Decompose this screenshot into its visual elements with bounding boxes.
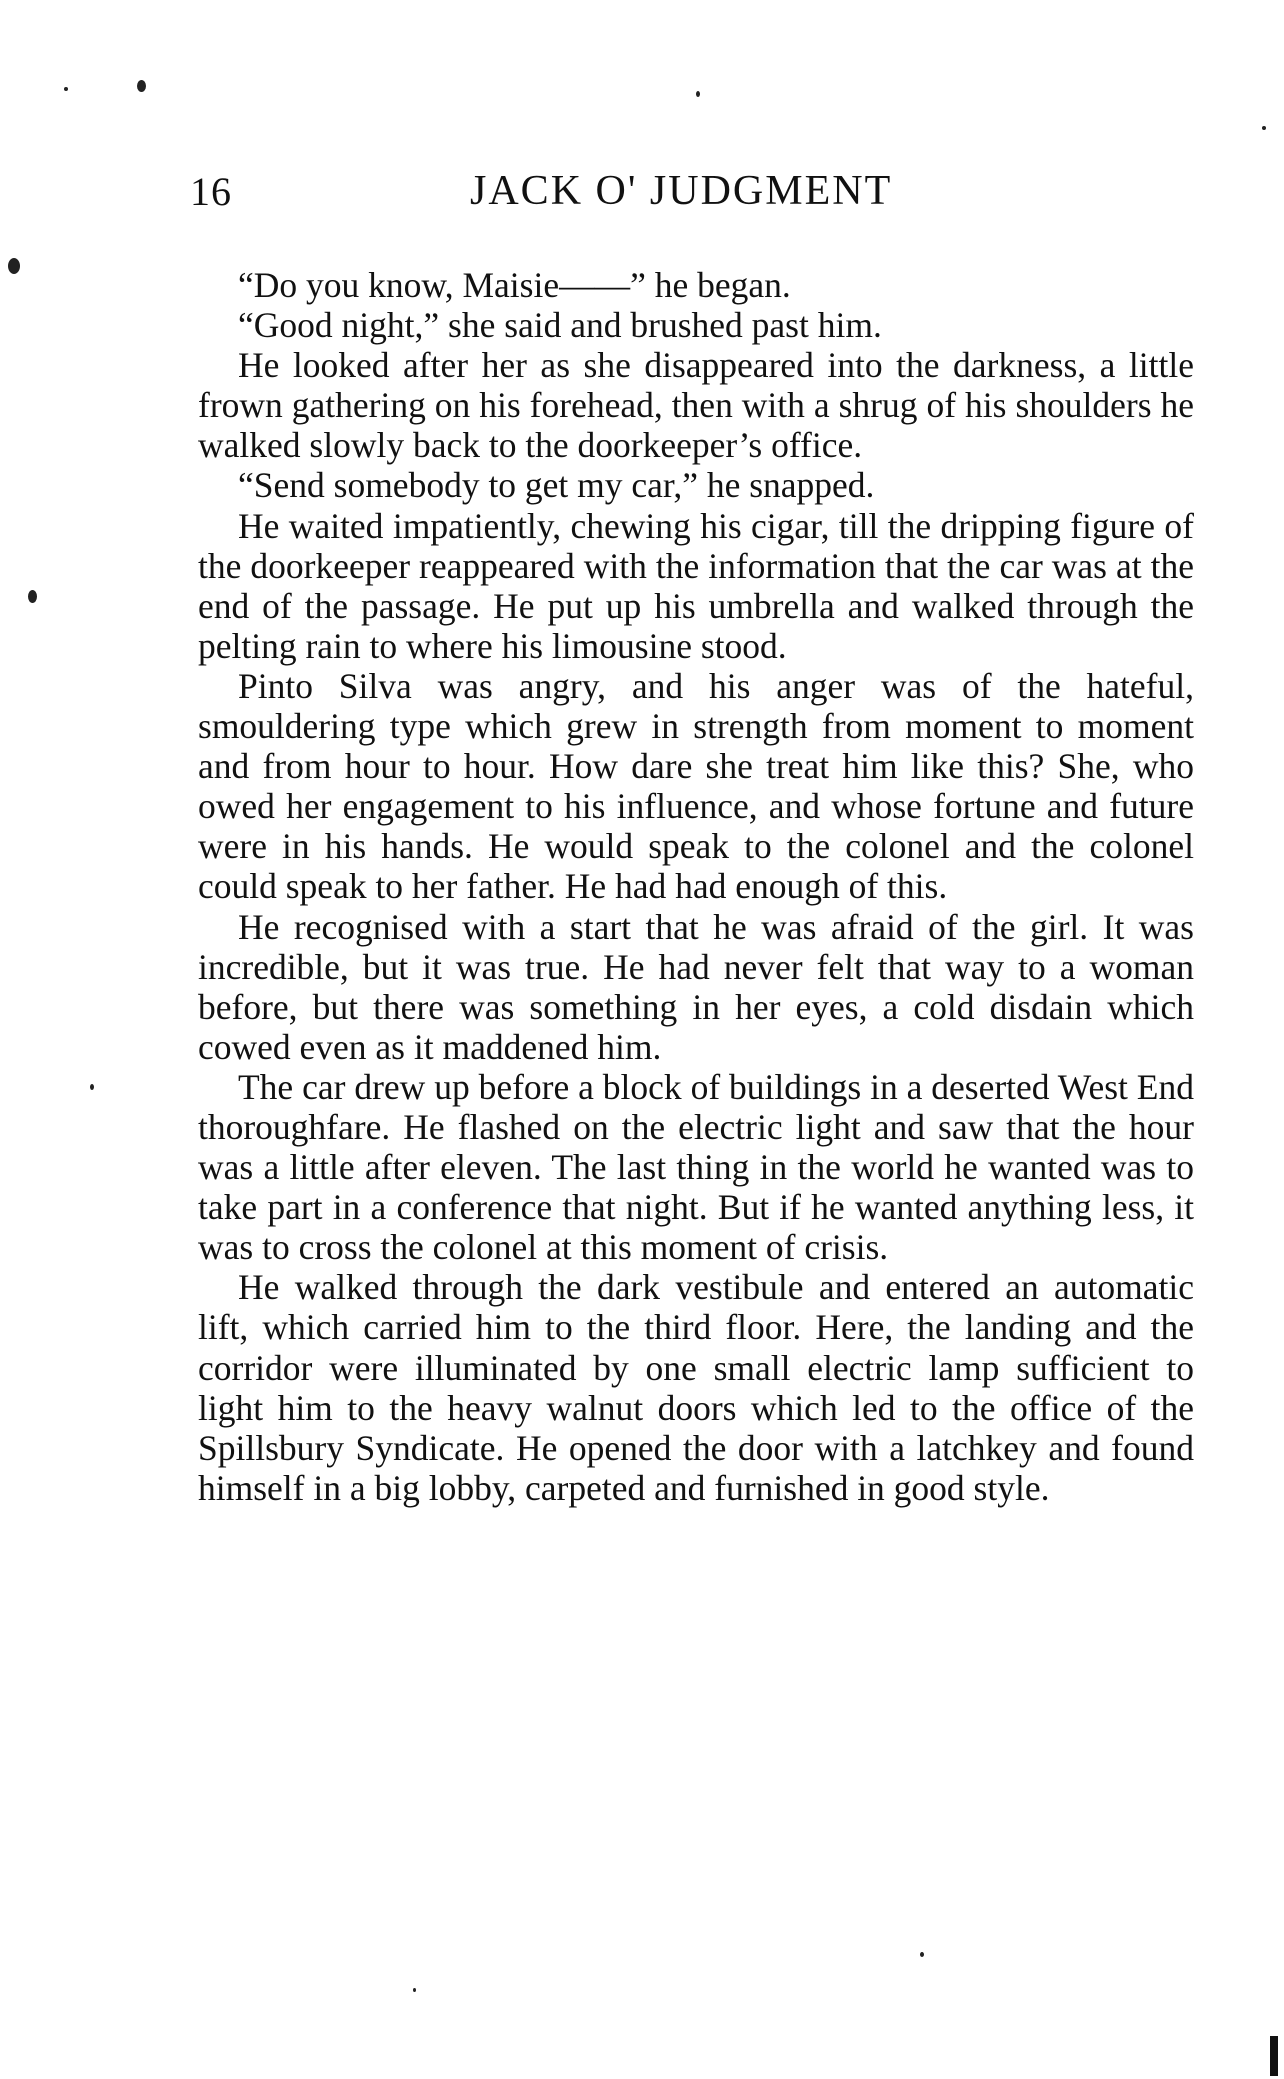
paragraph: He recognised with a start that he was afraid of the girl. It was incredible, but it was true. He had never felt that way to a woman before, but there was something in her eyes, a cold disdain which cowed even as it maddened him. [198,906,1194,1067]
page-number: 16 [190,169,232,214]
paragraph: Pinto Silva was angry, and his anger was of the hateful, smouldering type which grew in strength from moment to moment and from hour to hour. How dare she treat him like this? She, who owed her engagement to his influence, and whose fortune and future were in his hands. He would speak to the colonel and the colonel could speak to her father. He had had enough of this. [198,665,1194,907]
body-text [198,265,1194,1508]
scan-speck [1262,126,1266,130]
scan-speck [28,590,37,603]
paragraph: “Good night,” she said and brushed past him. [238,305,882,346]
scan-speck [920,1952,924,1957]
scan-speck [90,1084,94,1090]
paragraph: “Send somebody to get my car,” he snapped. [238,465,875,506]
page-header [190,168,1190,238]
paragraph: The car drew up before a block of buildings in a deserted West End thoroughfare. He flashed on the electric light and saw that the hour was a little after eleven. The last thing in the world he wanted was to take part in a conference that night. But if he wanted anything less, it was to cross the colonel at this moment of crisis. [198,1066,1194,1268]
paragraph: He looked after her as she disappeared into the darkness, a little frown gathering on his forehead, then with a shrug of his shoulders he walked slowly back to the doorkeeper’s office. [198,345,1194,466]
paragraph: He walked through the dark vestibule and entered an automatic lift, which carried him to the third floor. Here, the landing and the corridor were illuminated by one small electric lamp sufficient to light him to the heavy walnut doors which led to the office of the Spillsbury Syndicate. He opened the door with a latchkey and found himself in a big lobby, carpeted and furnished in good style. [198,1267,1194,1508]
scan-speck [413,1988,416,1992]
scan-edge-mark [1270,2036,1278,2076]
scan-speck [137,80,146,92]
scan-speck [696,91,700,97]
scan-speck [8,258,20,274]
paragraph: “Do you know, Maisie——” he began. [238,265,791,305]
running-title: JACK O' JUDGMENT [470,168,893,214]
scan-speck [64,87,68,91]
paragraph: He waited impatiently, chewing his cigar, till the dripping figure of the doorkeeper reappeared with the information that the car was at the end of the passage. He put up his umbrella and walked through the pelting rain to where his limousine stood. [198,505,1194,666]
